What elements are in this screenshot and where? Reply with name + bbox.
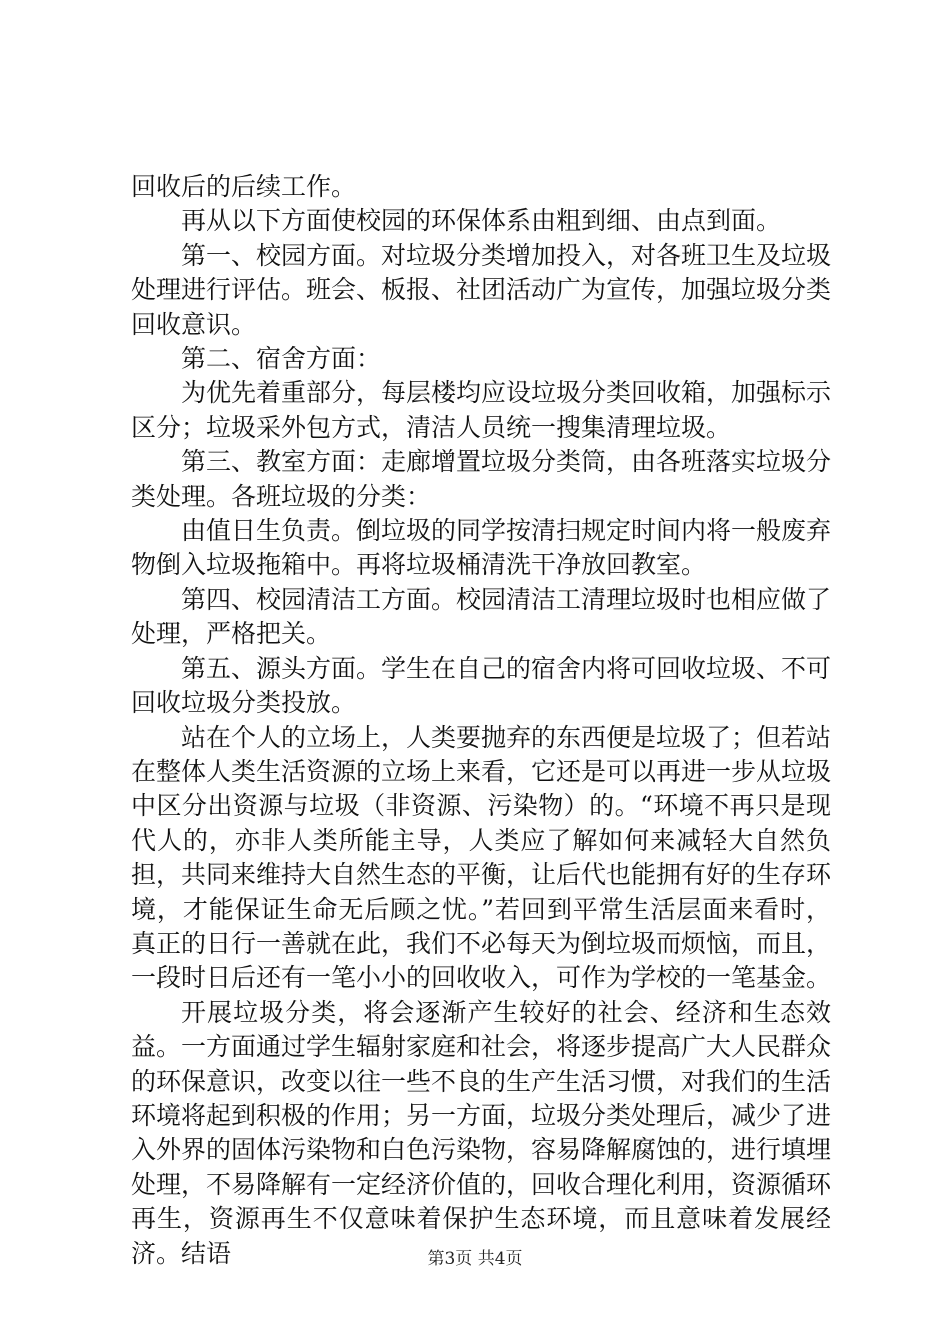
document-body bbox=[131, 170, 831, 1271]
paragraph-4: 为优先着重部分，每层楼均应设垃圾分类回收箱，加强标示区分；垃圾采外包方式，清洁人员统一搜集清理垃圾。 bbox=[131, 378, 832, 442]
paragraph-9: 站在个人的立场上，人类要抛弃的东西便是垃圾了；但若站在整体人类生活资源的立场上来看，它还是可以再进一步从垃圾中区分出资源与垃圾（非资源、污染物）的。“环境不再只是现代人的，亦非人类所能主导，人类应了解如何来减轻大自然负担，共同来维持大自然生态的平衡，让后代也能拥有好的生存环境，才能保证生命无后顾之忧。”若回到平常生活层面来看时，真正的日行一善就在此，我们不必每天为倒垃圾而烦恼，而且，一段时日后还有一笔小小的回收收入，可作为学校的一笔基金。 bbox=[131, 722, 832, 993]
paragraph-8: 第五、源头方面。学生在自己的宿舍内将可回收垃圾、不可回收垃圾分类投放。 bbox=[131, 653, 832, 718]
paragraph-5: 第三、教室方面：走廊增置垃圾分类筒，由各班落实垃圾分类处理。各班垃圾的分类： bbox=[131, 447, 832, 511]
paragraph-3: 第二、宿舍方面： bbox=[181, 344, 382, 374]
page-footer: 第3页 共4页 bbox=[427, 1249, 523, 1269]
paragraph-6: 由值日生负责。倒垃圾的同学按清扫规定时间内将一般废弃物倒入垃圾拖箱中。再将垃圾桶清洗干净放回教室。 bbox=[131, 516, 832, 580]
paragraph-2: 第一、校园方面。对垃圾分类增加投入，对各班卫生及垃圾处理进行评估。班会、板报、社团活动广为宣传，加强垃圾分类回收意识。 bbox=[131, 240, 832, 339]
paragraph-0: 回收后的后续工作。 bbox=[131, 172, 357, 201]
paragraph-1: 再从以下方面使校园的环保体系由粗到细、由点到面。 bbox=[181, 206, 782, 236]
paragraph-10: 开展垃圾分类，将会逐渐产生较好的社会、经济和生态效益。一方面通过学生辐射家庭和社会，将逐步提高广大人民群众的环保意识，改变以往一些不良的生产生活习惯，对我们的生活环境将起到积极的作用；另一方面，垃圾分类处理后，减少了进入外界的固体污染物和白色污染物，容易降解腐蚀的，进行填埋处理，不易降解有一定经济价值的，回收合理化利用，资源循环再生，资源再生不仅意味着保护生态环境，而且意味着发展经济。结语 bbox=[131, 997, 832, 1268]
paragraph-7: 第四、校园清洁工方面。校园清洁工清理垃圾时也相应做了处理，严格把关。 bbox=[131, 584, 832, 649]
